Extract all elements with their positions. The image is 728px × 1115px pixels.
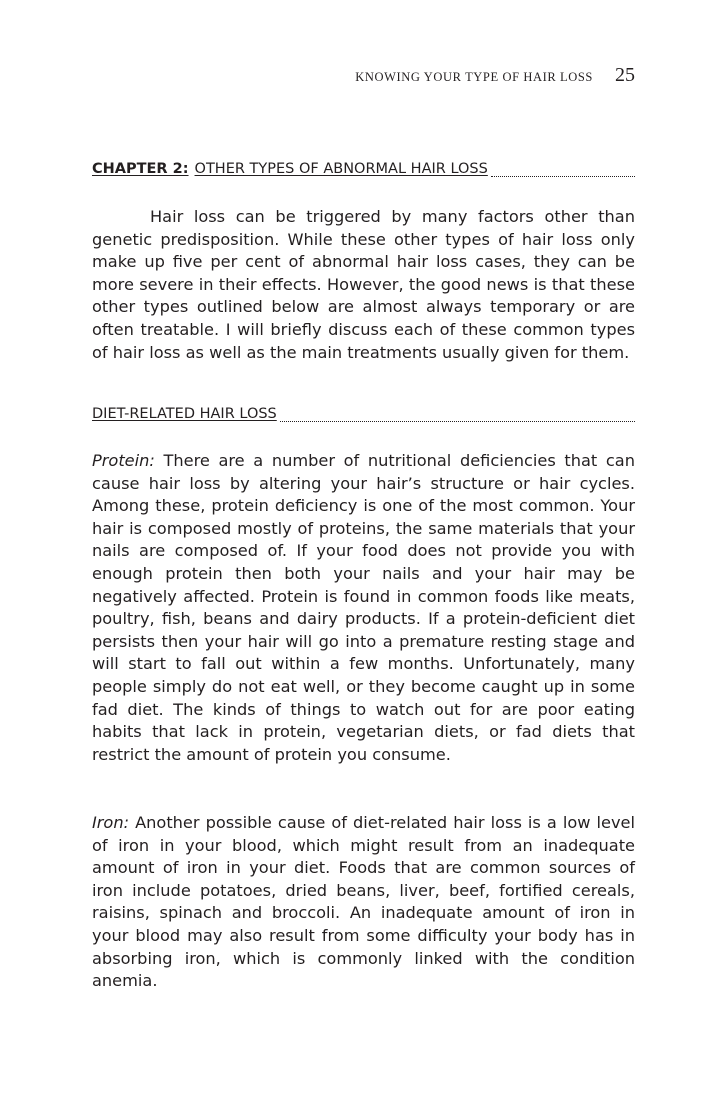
iron-paragraph <box>92 812 635 993</box>
protein-term: Protein: <box>92 451 155 470</box>
iron-term: Iron: <box>92 813 130 832</box>
running-header <box>355 64 635 87</box>
section-title: DIET-RELATED HAIR LOSS <box>92 406 277 422</box>
chapter-title: OTHER TYPES OF ABNORMAL HAIR LOSS <box>194 161 488 177</box>
chapter-heading <box>92 159 635 179</box>
book-page <box>92 0 635 1115</box>
protein-paragraph <box>92 450 635 766</box>
iron-text: Another possible cause of diet-related hair loss is a low level of iron in your blood, which might result from an inadequate amount of iron in your diet. Foods that are common sources of iron include potatoes, dried beans, liver, beef, fortified cereals, raisins, spinach and broccoli. An inadequate amount of iron in your blood may also result from some difficulty your body has in absorbing iron, which is commonly linked with the condition anemia. <box>92 813 635 991</box>
running-title: KNOWING YOUR TYPE OF HAIR LOSS <box>355 70 593 84</box>
intro-paragraph: Hair loss can be triggered by many factors other than genetic predisposition. While these other types of hair loss only make up five per cent of abnormal hair loss cases, they can be more severe in their effects. However, the good news is that these other types outlined below are almost always temporary or are often treatable. I will briefly discuss each of these common types of hair loss as well as the main treatments usually given for them. <box>92 207 635 362</box>
chapter-label: CHAPTER 2: <box>92 161 189 177</box>
section-heading <box>92 404 635 424</box>
chapter-dotted-leader <box>491 175 635 177</box>
page-number: 25 <box>615 64 635 86</box>
section-dotted-leader <box>280 420 635 422</box>
protein-text: There are a number of nutritional deficiencies that can cause hair loss by altering your hair’s structure or hair cycles. Among these, protein deficiency is one of the most common. Your hair is composed mostly of proteins, the same materials that your nails are composed of. If your food does not provide you with enough protein then both your nails and your hair may be negatively affected. Protein is found in common foods like meats, poultry, fish, beans and dairy products. If a protein-deficient diet persists then your hair will go into a premature resting stage and will start to fall out within a few months. Unfortunately, many people simply do not eat well, or they become caught up in some fad diet. The kinds of things to watch out for are poor eating habits that lack in protein, vegetarian diets, or fad diets that restrict the amount of protein you consume. <box>92 451 635 764</box>
